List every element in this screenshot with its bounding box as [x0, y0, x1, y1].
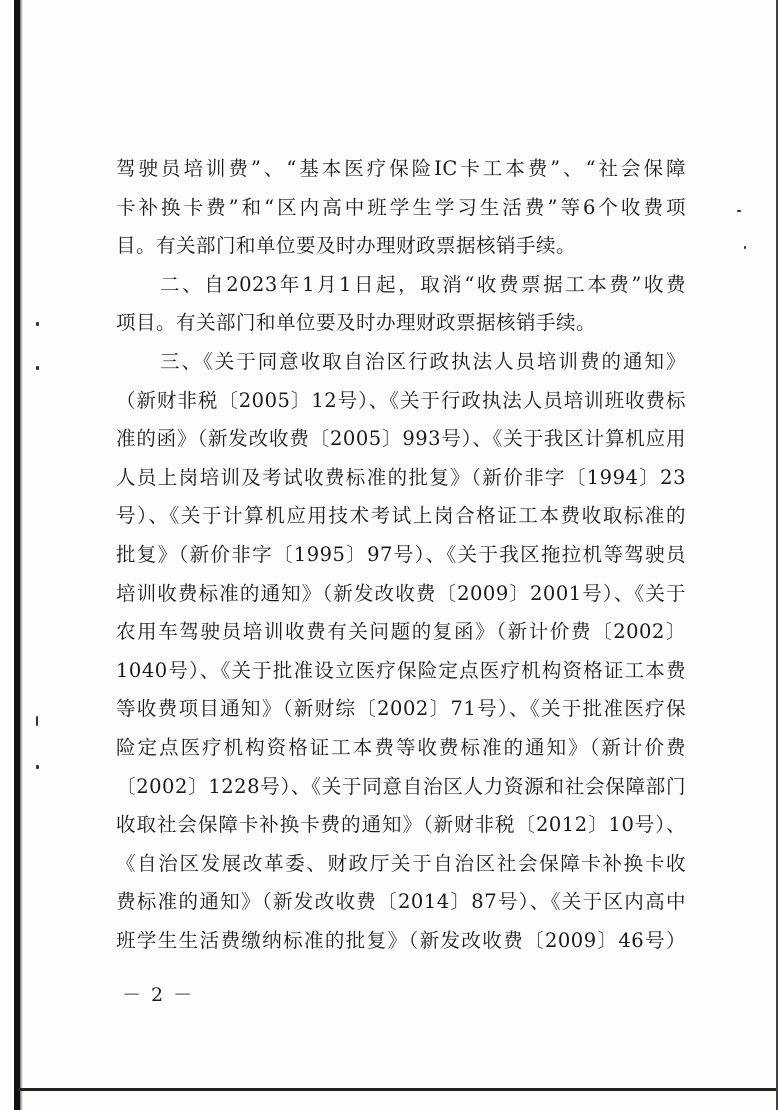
text-line: 卡补换卡费”和“区内高中班学生学习生活费”等6个收费项: [116, 195, 686, 219]
scan-speck: [737, 210, 741, 212]
scan-speck: [36, 765, 39, 769]
text-line: 批复》（新价非字〔1995〕97号）、《关于我区拖拉机等驾驶员: [116, 542, 686, 566]
scan-speck: [36, 366, 39, 370]
text-line: 1040号）、《关于批准设立医疗保险定点医疗机构资格证工本费: [116, 658, 686, 682]
scan-bottom-edge: [18, 1088, 778, 1091]
text-line: 准的函》（新发改收费〔2005〕993号）、《关于我区计算机应用: [116, 427, 686, 451]
text-line: 班学生生活费缴纳标准的批复》（新发改收费〔2009〕46号）: [116, 928, 686, 952]
text-line: 三、《关于同意收取自治区行政执法人员培训费的通知》: [160, 349, 686, 373]
text-line: 险定点医疗机构资格证工本费等收费标准的通知》（新计价费: [116, 735, 686, 759]
scan-speck: [36, 322, 39, 326]
text-line: 农用车驾驶员培训收费有关问题的复函》（新计价费〔2002〕: [116, 620, 686, 644]
text-line: 〔2002〕1228号）、《关于同意自治区人力资源和社会保障部门: [116, 774, 686, 798]
text-line: 等收费项目通知》（新财综〔2002〕71号）、《关于批准医疗保: [116, 697, 686, 721]
text-line: （新财非税〔2005〕12号）、《关于行政执法人员培训班收费标: [116, 388, 686, 412]
text-line: 费标准的通知》（新发改收费〔2014〕87号）、《关于区内高中: [116, 890, 686, 914]
text-line: 项目。有关部门和单位要及时办理财政票据核销手续。: [116, 311, 597, 335]
scan-binding-shadow: [20, 0, 23, 1110]
body-text: [116, 150, 686, 960]
text-line: 二、自2023年1月1日起，取消“收费票据工本费”收费: [160, 272, 686, 296]
text-line: 目。有关部门和单位要及时办理财政票据核销手续。: [116, 234, 577, 258]
text-line: 号）、《关于计算机应用技术考试上岗合格证工本费收取标准的: [116, 504, 686, 528]
text-line: 驾驶员培训费”、“基本医疗保险IC卡工本费”、“社会保障: [116, 157, 686, 180]
text-line: 《自治区发展改革委、财政厅关于自治区社会保障卡补换卡收: [116, 851, 686, 875]
text-line: 收取社会保障卡补换卡费的通知》（新财非税〔2012〕10号）、: [116, 813, 686, 837]
text-line: 人员上岗培训及考试收费标准的批复》（新价非字〔1994〕23: [116, 465, 686, 489]
scan-speck: [36, 716, 38, 726]
page-number: － 2 －: [122, 984, 195, 1006]
scan-speck: [744, 246, 746, 249]
text-line: 培训收费标准的通知》（新发改收费〔2009〕2001号）、《关于: [116, 581, 686, 605]
